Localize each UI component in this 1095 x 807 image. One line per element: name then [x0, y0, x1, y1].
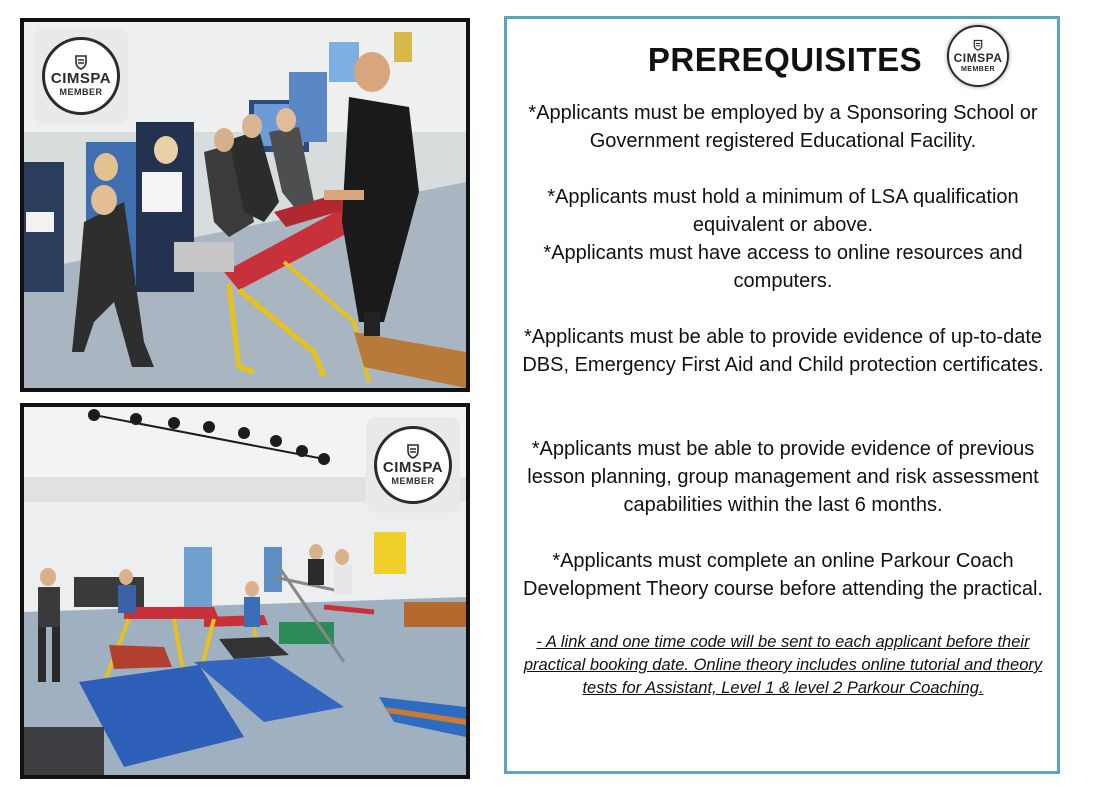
requirement-employment: *Applicants must be employed by a Sponsoring School or Government registered Educational Facility.: [528, 102, 1038, 152]
cimspa-subtitle: MEMBER: [960, 65, 996, 73]
classroom-photo: [20, 18, 470, 392]
cimspa-logo-frame: [34, 28, 128, 124]
page-title: PREREQUISITES: [647, 41, 923, 78]
cimspa-name: CIMSPA: [382, 459, 444, 476]
cimspa-shield-icon: [405, 443, 421, 459]
cimspa-subtitle: MEMBER: [391, 476, 435, 486]
cimspa-member-logo: [42, 37, 120, 115]
requirement-lesson-planning: *Applicants must be able to provide evidence of previous lesson planning, group management and risk assessment capabilities within the last 6 months.: [527, 438, 1039, 516]
cimspa-subtitle: MEMBER: [59, 87, 103, 97]
cimspa-name: CIMSPA: [953, 50, 1003, 65]
cimspa-member-logo: [947, 25, 1009, 87]
requirement-lsa-qualification: *Applicants must hold a minimum of LSA qualification equivalent or above.: [547, 186, 1019, 236]
sports-hall-photo: [20, 403, 470, 779]
prerequisites-panel: [504, 16, 1060, 774]
requirement-online-access: *Applicants must have access to online resources and computers.: [543, 242, 1023, 292]
theory-course-note: - A link and one time code will be sent to each applicant before their practical booking date. Online theory includes online tutorial and theory tests for Assistant, Level 1 & level 2 Parkour Coaching.: [523, 633, 1043, 697]
requirement-theory-course: *Applicants must complete an online Parkour Coach Development Theory course before attending the practical.: [523, 550, 1043, 600]
cimspa-shield-icon: [972, 39, 984, 51]
cimspa-shield-icon: [73, 54, 89, 70]
cimspa-logo-frame: [366, 417, 460, 513]
requirement-certificates: *Applicants must be able to provide evidence of up-to-date DBS, Emergency First Aid and Child protection certificates.: [522, 326, 1044, 376]
cimspa-name: CIMSPA: [50, 70, 112, 87]
cimspa-member-logo: [374, 426, 452, 504]
